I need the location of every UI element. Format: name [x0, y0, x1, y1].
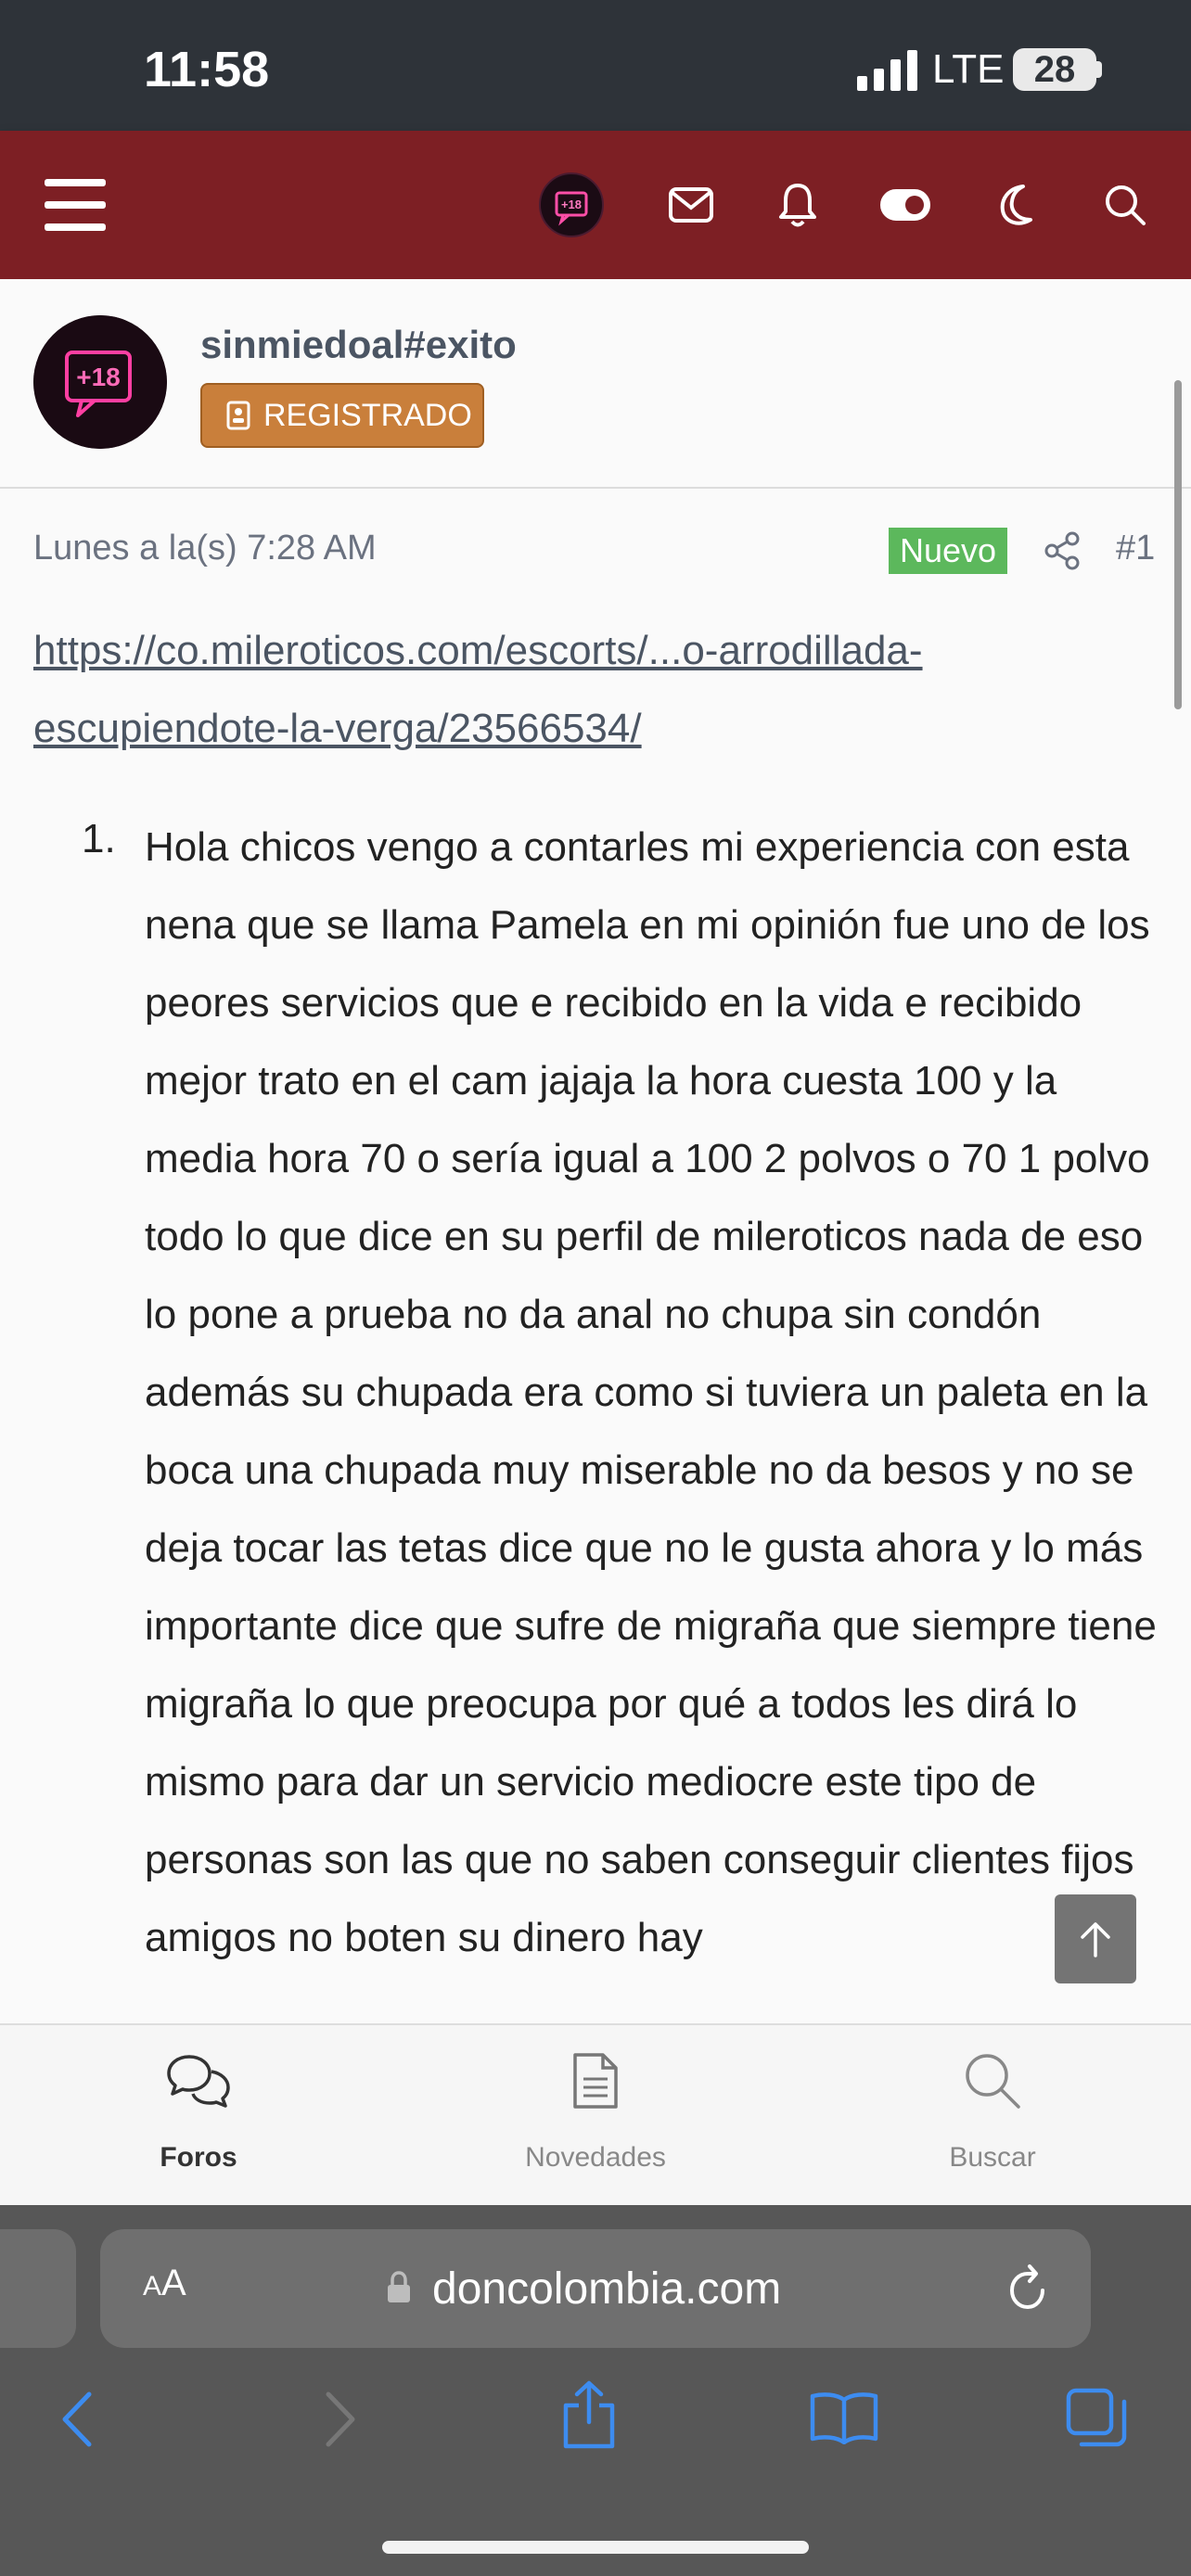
badge-label: REGISTRADO: [263, 397, 472, 433]
scroll-to-top-button[interactable]: [1055, 1894, 1136, 1983]
lock-icon: [386, 2271, 412, 2304]
scrollbar[interactable]: [1174, 380, 1182, 709]
text-size-button[interactable]: [143, 2263, 186, 2304]
post-number[interactable]: #1: [1116, 529, 1156, 567]
url-domain[interactable]: doncolombia.com: [432, 2264, 782, 2314]
arrow-up-icon: [1079, 1920, 1112, 1958]
share-sheet-icon[interactable]: [560, 2379, 618, 2450]
moon-icon[interactable]: [974, 131, 1057, 279]
forum-header: [0, 131, 1191, 279]
id-card-icon: [226, 401, 250, 430]
tabs-icon[interactable]: [1065, 2387, 1128, 2448]
forward-icon[interactable]: [321, 2391, 358, 2448]
battery-tip: [1096, 61, 1102, 78]
hamburger-menu-icon[interactable]: [33, 131, 117, 279]
previous-tab-preview[interactable]: [0, 2229, 76, 2348]
home-indicator[interactable]: [382, 2541, 809, 2554]
status-bar: [0, 0, 1191, 131]
post-link[interactable]: https://co.mileroticos.com/escorts/...o-arrodillada-escupiendote-la-verga/23566534/: [33, 628, 923, 751]
bell-icon[interactable]: [756, 131, 839, 279]
toggle-icon[interactable]: [864, 131, 947, 279]
svg-text:+18: +18: [560, 198, 583, 211]
avatar-text: +18: [76, 363, 121, 391]
text-size-large-a: A: [161, 2263, 186, 2303]
new-badge: Nuevo: [889, 528, 1007, 574]
nav-buscar[interactable]: [881, 2040, 1104, 2188]
nav-foros-label: Foros: [160, 2142, 237, 2173]
nav-foros[interactable]: [87, 2040, 310, 2188]
status-time: 11:58: [144, 42, 270, 97]
registered-badge: [200, 383, 484, 448]
reload-icon[interactable]: [1005, 2263, 1052, 2313]
envelope-icon[interactable]: [649, 131, 733, 279]
list-number: 1.: [82, 816, 116, 861]
username[interactable]: sinmiedoal#exito: [200, 323, 517, 366]
back-icon[interactable]: [59, 2391, 96, 2448]
search-icon: [963, 2051, 1022, 2111]
post-text: Hola chicos vengo a contarles mi experiencia con esta nena que se llama Pamela en mi opinión fue uno de los peores servicios que e recibido en la vida e recibido mejor trato en el cam jajaja la hora cuesta 100 y la media hora 70 o sería igual a 100 2 polvos o 70 1 polvo todo lo que dice en su perfil de mileroticos nada de eso lo pone a prueba no da anal no chupa sin condón además su chupada era como si tuviera un paleta en la boca una chupada muy miserable no da besos y no se deja tocar las tetas dice que no le gusta ahora y lo más importante dice que sufre de migraña que siempre tiene migraña lo que preocupa por qué a todos les dirá lo mismo para dar un servicio mediocre este tipo de personas son las que no saben conseguir clientes fijos amigos no boten su dinero hay: [145, 824, 1157, 1960]
network-type: LTE: [932, 46, 1005, 92]
avatar[interactable]: [33, 315, 167, 449]
nav-novedades-label: Novedades: [525, 2142, 666, 2173]
chat-bubbles-icon: [165, 2053, 232, 2111]
share-icon[interactable]: [1044, 531, 1081, 570]
cellular-signal-icon: [857, 50, 920, 91]
post-date[interactable]: Lunes a la(s) 7:28 AM: [33, 529, 377, 567]
document-icon: [571, 2051, 620, 2111]
bookmarks-icon[interactable]: [809, 2391, 879, 2444]
logo-18-icon[interactable]: [530, 131, 613, 279]
battery-indicator: 28: [1013, 48, 1096, 91]
text-size-small-a: A: [143, 2271, 162, 2302]
nav-buscar-label: Buscar: [949, 2142, 1036, 2173]
nav-novedades[interactable]: [484, 2040, 707, 2188]
search-icon[interactable]: [1083, 131, 1167, 279]
post-author-row: [0, 279, 1191, 489]
